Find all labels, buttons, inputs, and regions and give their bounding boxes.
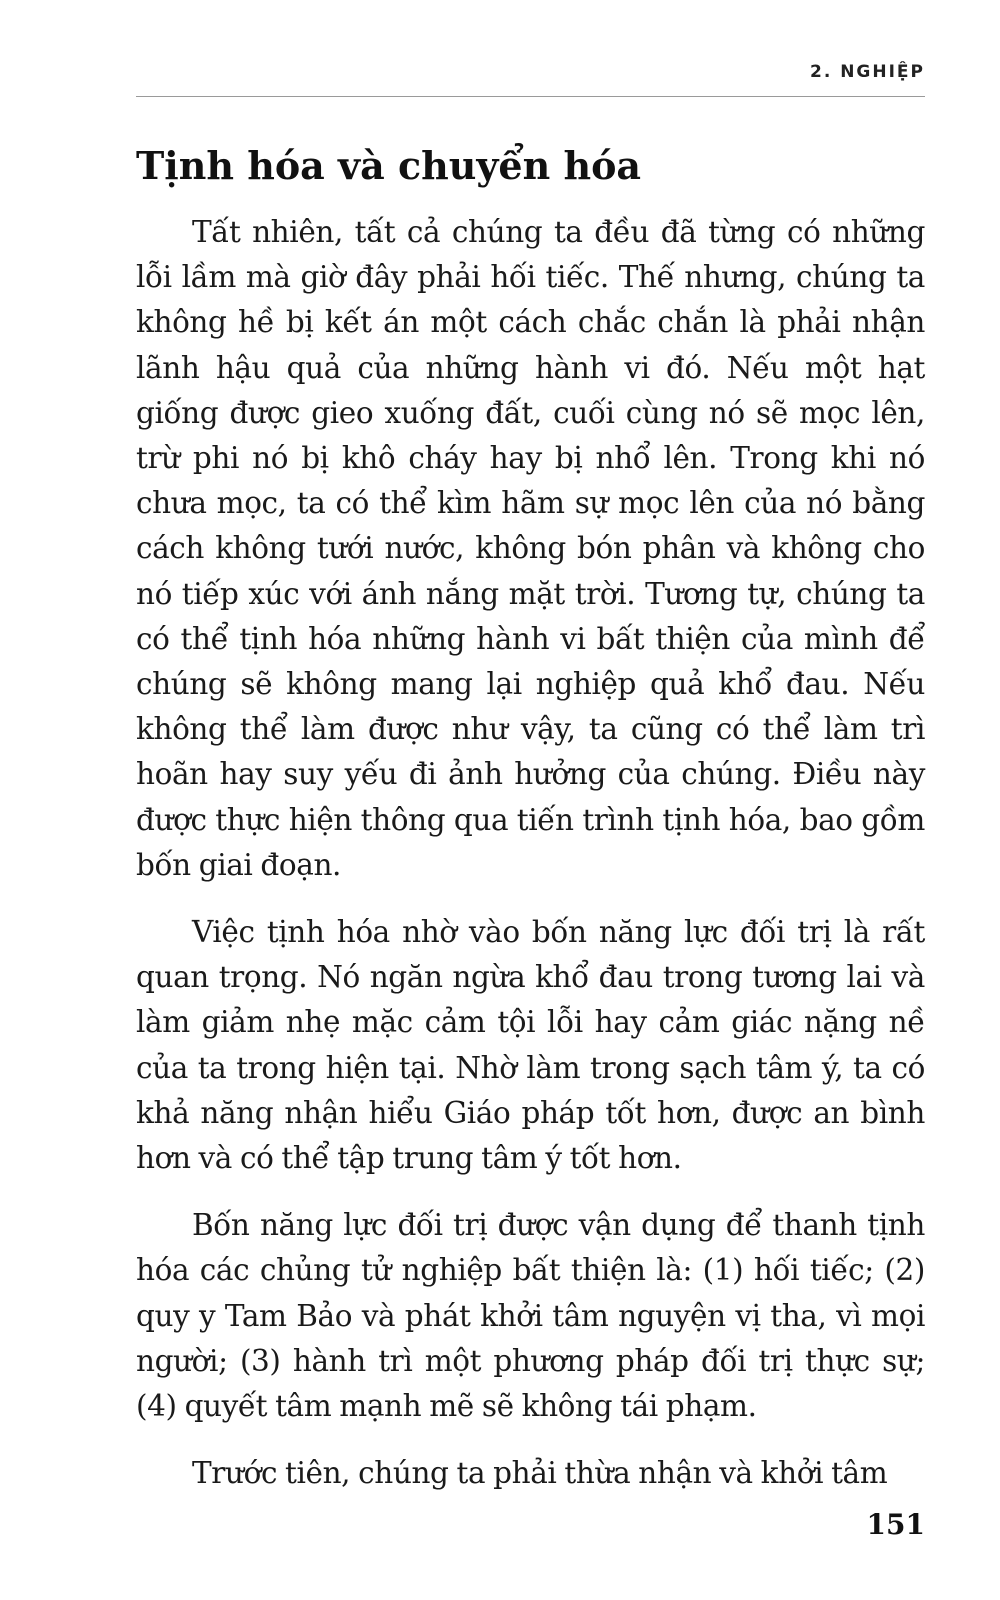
paragraph: Bốn năng lực đối trị được vận dụng để thanh tịnh hóa các chủng tử nghiệp bất thiện là: (1) hối tiếc; (2) quy y Tam Bảo và phát khởi tâm nguyện vị tha, vì mọi người; (3) hành trì một phương pháp đối trị thực sự; (4) quyết tâm mạnh mẽ sẽ không tái phạm.	[136, 1208, 925, 1424]
page-body	[136, 140, 925, 1518]
paragraph: Việc tịnh hóa nhờ vào bốn năng lực đối trị là rất quan trọng. Nó ngăn ngừa khổ đau trong tương lai và làm giảm nhẹ mặc cảm tội lỗi hay cảm giác nặng nề của ta trong hiện tại. Nhờ làm trong sạch tâm ý, ta có khả năng nhận hiểu Giáo pháp tốt hơn, được an bình hơn và có thể tập trung tâm ý tốt hơn.	[136, 915, 925, 1176]
paragraph: Tất nhiên, tất cả chúng ta đều đã từng có những lỗi lầm mà giờ đây phải hối tiếc. Thế nhưng, chúng ta không hề bị kết án một cách chắc chắn là phải nhận lãnh hậu quả của những hành vi đó. Nếu một hạt giống được gieo xuống đất, cuối cùng nó sẽ mọc lên, trừ phi nó bị khô cháy hay bị nhổ lên. Trong khi nó chưa mọc, ta có thể kìm hãm sự mọc lên của nó bằng cách không tưới nước, không bón phân và không cho nó tiếp xúc với ánh nắng mặt trời. Tương tự, chúng ta có thể tịnh hóa những hành vi bất thiện của mình để chúng sẽ không mang lại nghiệp quả khổ đau. Nếu không thể làm được như vậy, ta cũng có thể làm trì hoãn hay suy yếu đi ảnh hưởng của chúng. Điều này được thực hiện thông qua tiến trình tịnh hóa, bao gồm bốn giai đoạn.	[136, 215, 925, 882]
paragraph: Trước tiên, chúng ta phải thừa nhận và khởi tâm	[192, 1456, 888, 1491]
header-divider	[136, 96, 925, 97]
page-number: 151	[866, 1508, 925, 1541]
running-header: 2. NGHIỆP	[809, 62, 925, 82]
section-title: Tịnh hóa và chuyển hóa	[136, 143, 642, 188]
